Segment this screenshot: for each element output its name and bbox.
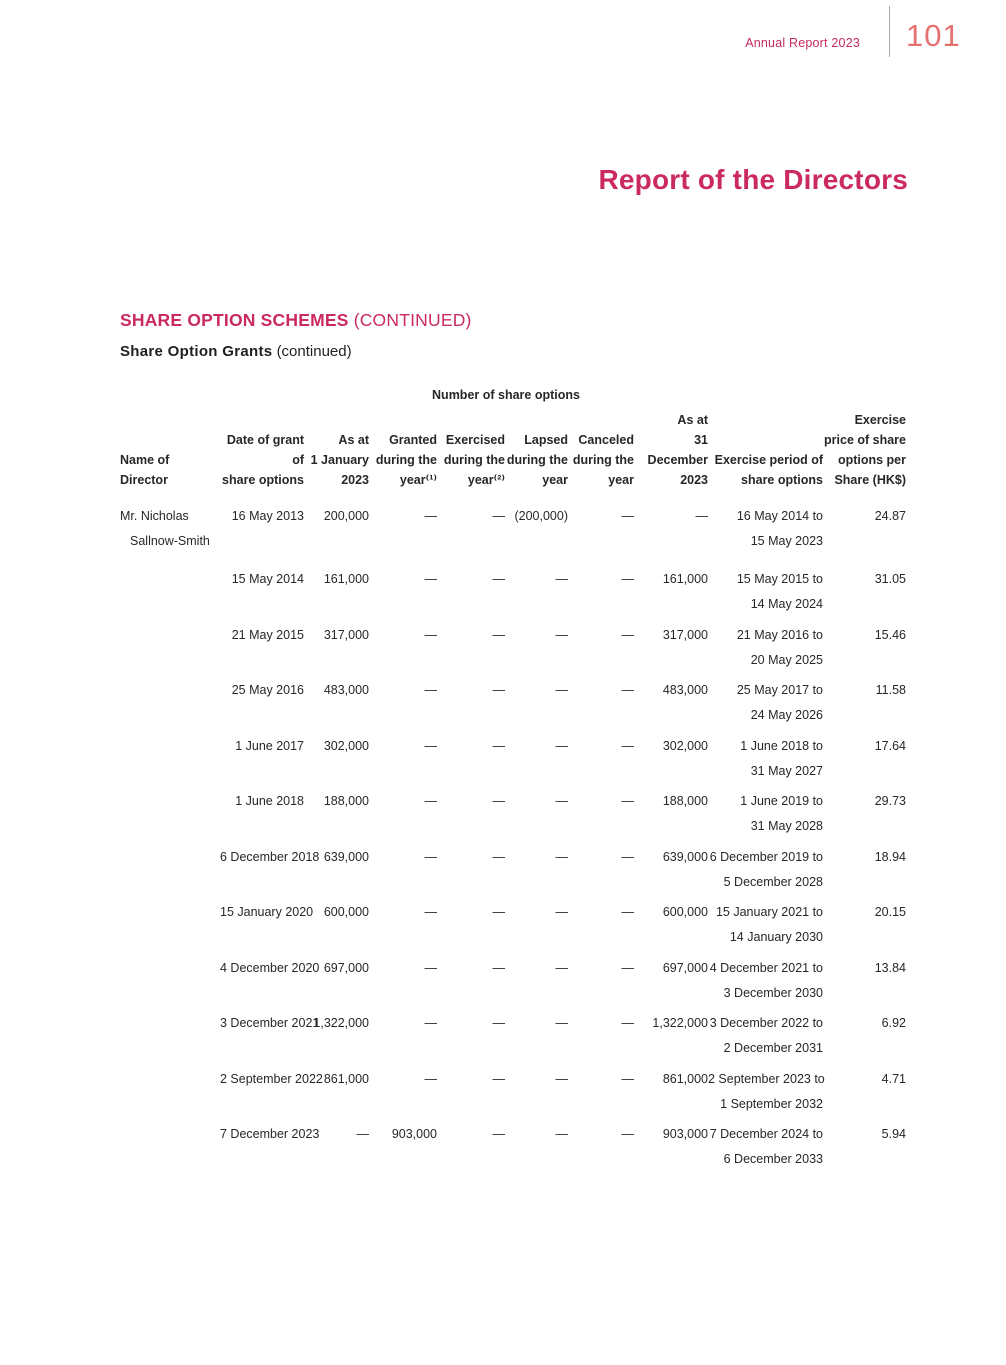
cell-as_at_jan: 483,000 bbox=[323, 683, 369, 697]
cell-price: 4.71 bbox=[881, 1071, 906, 1086]
cell-as_at_dec: 161,000 bbox=[662, 572, 708, 586]
cell-as_at_jan: 188,000 bbox=[323, 794, 369, 808]
cell-as_at_dec: 861,000 bbox=[662, 1071, 708, 1086]
cell-exercised: — bbox=[492, 849, 505, 864]
cell-canceled: — bbox=[621, 509, 634, 523]
table-group-header-row bbox=[120, 388, 906, 410]
table-row bbox=[120, 734, 906, 790]
cell-price: 24.87 bbox=[874, 509, 906, 523]
cell-exercised: — bbox=[492, 509, 505, 523]
cell-as_at_dec: 317,000 bbox=[662, 627, 708, 642]
cell-grant_date: 6 December 2018 bbox=[220, 849, 320, 864]
cell-price: 11.58 bbox=[875, 683, 906, 697]
column-header-name: Name of Director bbox=[120, 453, 170, 487]
cell-name: Mr. Nicholas Sallnow-Smith bbox=[120, 509, 210, 548]
cell-lapsed: — bbox=[555, 794, 568, 808]
cell-lapsed: — bbox=[555, 738, 568, 753]
cell-as_at_dec: 483,000 bbox=[662, 683, 708, 697]
cell-grant_date: 15 May 2014 bbox=[231, 572, 304, 586]
table-row bbox=[120, 1011, 906, 1067]
sub-heading bbox=[120, 343, 352, 360]
cell-exercised: — bbox=[492, 683, 505, 697]
cell-lapsed: — bbox=[555, 849, 568, 864]
cell-lapsed: — bbox=[555, 683, 568, 697]
cell-name bbox=[120, 845, 220, 901]
cell-period: 25 May 2017 to 24 May 2026 bbox=[736, 683, 823, 722]
cell-lapsed: — bbox=[555, 572, 568, 586]
table-column-header-row bbox=[120, 410, 906, 490]
cell-granted: 903,000 bbox=[391, 1127, 437, 1141]
column-header-canceled: Canceled during the year bbox=[572, 433, 634, 487]
cell-name bbox=[120, 678, 220, 734]
cell-lapsed: — bbox=[555, 1071, 568, 1086]
cell-period: 6 December 2019 to 5 December 2028 bbox=[709, 849, 823, 889]
director-name-line2: Sallnow-Smith bbox=[130, 534, 210, 548]
cell-canceled: — bbox=[621, 1016, 634, 1030]
cell-price: 29.73 bbox=[874, 794, 906, 808]
table-row bbox=[120, 845, 906, 901]
cell-as_at_jan: 161,000 bbox=[323, 572, 369, 586]
cell-grant_date: 4 December 2020 bbox=[220, 960, 320, 975]
cell-lapsed: — bbox=[555, 905, 568, 919]
cell-name bbox=[120, 1067, 220, 1123]
cell-granted: — bbox=[424, 1016, 437, 1030]
cell-as_at_jan: 1,322,000 bbox=[313, 1016, 369, 1030]
table-row bbox=[120, 956, 906, 1012]
cell-grant_date: 25 May 2016 bbox=[231, 683, 304, 697]
cell-exercised: — bbox=[492, 794, 505, 808]
report-label: Annual Report 2023 bbox=[745, 36, 860, 50]
cell-name bbox=[120, 789, 220, 845]
cell-granted: — bbox=[424, 627, 437, 642]
section-heading-text: SHARE OPTION SCHEMES bbox=[120, 310, 349, 330]
cell-name bbox=[120, 623, 220, 679]
table-row bbox=[120, 490, 906, 567]
cell-price: 15.46 bbox=[874, 627, 906, 642]
cell-period: 2 September 2023 to 1 September 2032 bbox=[708, 1071, 825, 1111]
cell-price: 18.94 bbox=[874, 849, 906, 864]
cell-price: 17.64 bbox=[874, 738, 906, 753]
cell-canceled: — bbox=[621, 1071, 634, 1086]
cell-name bbox=[120, 1122, 220, 1178]
cell-as_at_dec: 302,000 bbox=[662, 738, 708, 753]
cell-granted: — bbox=[424, 905, 437, 919]
cell-name bbox=[120, 1011, 220, 1067]
cell-as_at_jan: 697,000 bbox=[323, 960, 369, 975]
share-option-grants-table-wrap bbox=[120, 388, 906, 1178]
cell-period: 1 June 2018 to 31 May 2027 bbox=[740, 738, 823, 778]
cell-lapsed: — bbox=[555, 627, 568, 642]
cell-price: 31.05 bbox=[874, 572, 906, 586]
cell-grant_date: 3 December 2021 bbox=[220, 1016, 320, 1030]
column-header-period: Exercise period of share options bbox=[714, 453, 823, 487]
cell-exercised: — bbox=[492, 627, 505, 642]
cell-canceled: — bbox=[621, 627, 634, 642]
cell-canceled: — bbox=[621, 683, 634, 697]
cell-period: 15 January 2021 to 14 January 2030 bbox=[715, 905, 823, 944]
cell-granted: — bbox=[424, 794, 437, 808]
cell-name bbox=[120, 956, 220, 1012]
cell-as_at_jan: 600,000 bbox=[323, 905, 369, 919]
sub-heading-text: Share Option Grants bbox=[120, 343, 273, 360]
cell-granted: — bbox=[424, 509, 437, 523]
column-header-as_at_jan: As at 1 January 2023 bbox=[310, 433, 369, 487]
cell-as_at_jan: 639,000 bbox=[323, 849, 369, 864]
cell-period: 21 May 2016 to 20 May 2025 bbox=[736, 627, 823, 667]
cell-grant_date: 2 September 2022 bbox=[220, 1071, 323, 1086]
cell-as_at_jan: 200,000 bbox=[323, 509, 369, 523]
cell-as_at_dec: 697,000 bbox=[662, 960, 708, 975]
cell-granted: — bbox=[424, 960, 437, 975]
cell-period: 16 May 2014 to 15 May 2023 bbox=[736, 509, 823, 548]
cell-grant_date: 21 May 2015 bbox=[231, 627, 304, 642]
table-row bbox=[120, 678, 906, 734]
cell-lapsed: — bbox=[555, 1127, 568, 1141]
cell-as_at_jan: 861,000 bbox=[323, 1071, 369, 1086]
cell-canceled: — bbox=[621, 572, 634, 586]
column-header-granted: Granted during the year⁽¹⁾ bbox=[375, 433, 437, 487]
cell-granted: — bbox=[424, 683, 437, 697]
cell-as_at_dec: — bbox=[695, 509, 708, 523]
cell-grant_date: 1 June 2018 bbox=[235, 794, 304, 808]
table-row bbox=[120, 900, 906, 956]
running-header bbox=[0, 0, 1006, 70]
cell-granted: — bbox=[424, 572, 437, 586]
cell-as_at_dec: 188,000 bbox=[662, 794, 708, 808]
table-row bbox=[120, 1067, 906, 1123]
section-heading bbox=[120, 310, 472, 331]
section-heading-suffix: (CONTINUED) bbox=[353, 310, 472, 330]
cell-as_at_dec: 639,000 bbox=[662, 849, 708, 864]
page-number: 101 bbox=[906, 18, 961, 53]
cell-exercised: — bbox=[492, 738, 505, 753]
cell-grant_date: 15 January 2020 bbox=[220, 905, 314, 919]
cell-period: 7 December 2024 to 6 December 2033 bbox=[709, 1127, 823, 1166]
cell-period: 15 May 2015 to 14 May 2024 bbox=[736, 572, 823, 611]
header-divider-rule bbox=[889, 6, 890, 57]
cell-period: 3 December 2022 to 2 December 2031 bbox=[709, 1016, 823, 1055]
cell-as_at_dec: 600,000 bbox=[662, 905, 708, 919]
cell-canceled: — bbox=[621, 1127, 634, 1141]
cell-exercised: — bbox=[492, 1016, 505, 1030]
cell-granted: — bbox=[424, 849, 437, 864]
cell-granted: — bbox=[424, 738, 437, 753]
cell-canceled: — bbox=[621, 738, 634, 753]
cell-exercised: — bbox=[492, 1127, 505, 1141]
column-header-price: Exercise price of share options per Share (HK$) bbox=[824, 413, 906, 487]
table-row bbox=[120, 789, 906, 845]
cell-granted: — bbox=[424, 1071, 437, 1086]
cell-lapsed: — bbox=[555, 1016, 568, 1030]
column-header-as_at_dec: As at 31 December 2023 bbox=[647, 413, 708, 487]
cell-lapsed: (200,000) bbox=[514, 509, 568, 523]
cell-price: 5.94 bbox=[881, 1127, 906, 1141]
cell-as_at_dec: 903,000 bbox=[662, 1127, 708, 1141]
table-row bbox=[120, 567, 906, 623]
cell-canceled: — bbox=[621, 905, 634, 919]
cell-price: 13.84 bbox=[874, 960, 906, 975]
column-header-exercised: Exercised during the year⁽²⁾ bbox=[443, 433, 505, 487]
cell-as_at_jan: 317,000 bbox=[323, 627, 369, 642]
cell-lapsed: — bbox=[555, 960, 568, 975]
table-row bbox=[120, 1122, 906, 1178]
group-header-spacer bbox=[120, 388, 304, 410]
cell-period: 4 December 2021 to 3 December 2030 bbox=[709, 960, 823, 1000]
cell-canceled: — bbox=[621, 849, 634, 864]
cell-canceled: — bbox=[621, 794, 634, 808]
column-header-grant_date: Date of grant of share options bbox=[222, 433, 304, 487]
cell-exercised: — bbox=[492, 960, 505, 975]
sub-heading-suffix: (continued) bbox=[276, 343, 352, 360]
cell-canceled: — bbox=[621, 960, 634, 975]
page-title: Report of the Directors bbox=[598, 164, 908, 195]
cell-as_at_dec: 1,322,000 bbox=[652, 1016, 708, 1030]
group-header-spacer bbox=[708, 388, 906, 410]
cell-exercised: — bbox=[492, 905, 505, 919]
share-option-grants-table bbox=[120, 388, 906, 1178]
cell-grant_date: 7 December 2023 bbox=[220, 1127, 320, 1141]
cell-as_at_jan: — bbox=[356, 1127, 369, 1141]
cell-exercised: — bbox=[492, 1071, 505, 1086]
cell-grant_date: 1 June 2017 bbox=[235, 738, 304, 753]
table-row bbox=[120, 623, 906, 679]
cell-name bbox=[120, 734, 220, 790]
cell-price: 20.15 bbox=[874, 905, 906, 919]
cell-price: 6.92 bbox=[881, 1016, 906, 1030]
cell-grant_date: 16 May 2013 bbox=[231, 509, 304, 523]
cell-name bbox=[120, 567, 220, 623]
group-header-number-of-share-options: Number of share options bbox=[432, 388, 580, 402]
column-header-lapsed: Lapsed during the year bbox=[506, 433, 568, 487]
cell-period: 1 June 2019 to 31 May 2028 bbox=[740, 794, 823, 833]
cell-as_at_jan: 302,000 bbox=[323, 738, 369, 753]
cell-name bbox=[120, 900, 220, 956]
cell-exercised: — bbox=[492, 572, 505, 586]
